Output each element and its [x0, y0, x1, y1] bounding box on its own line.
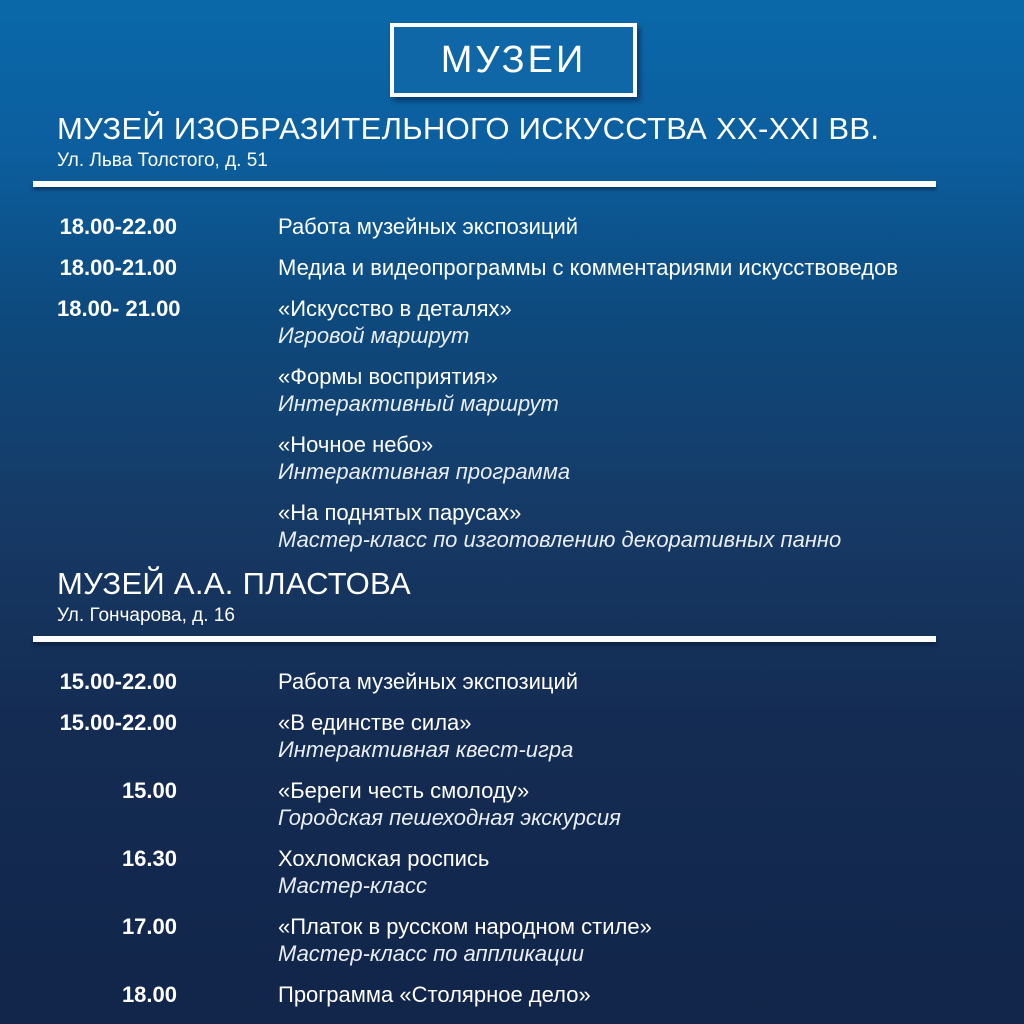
event-title: Работа музейных экспозиций	[278, 214, 579, 239]
event-time: 16.30	[121, 846, 177, 871]
sections-container	[57, 0, 936, 1022]
museum-address: Ул. Гончарова, д. 16	[57, 605, 235, 626]
museum-name: МУЗЕЙ А.А. ПЛАСТОВА	[57, 566, 411, 601]
event-subtitle: Городская пешеходная экскурсия	[278, 805, 621, 830]
schedule-row	[57, 254, 936, 281]
event-subtitle: Мастер-класс по изготовлению декоративных панно	[278, 527, 842, 552]
event-title: «Искусство в деталях»	[278, 296, 512, 321]
schedule-row	[57, 431, 936, 485]
schedule-row	[57, 295, 936, 349]
schedule-row	[57, 363, 936, 417]
event-description	[278, 845, 489, 899]
event-time: 18.00-21.00	[59, 255, 177, 280]
event-list	[57, 668, 936, 1008]
divider-rule	[33, 636, 936, 642]
schedule-row	[57, 981, 936, 1008]
event-subtitle: Мастер-класс по аппликации	[278, 941, 585, 966]
event-title: Работа музейных экспозиций	[278, 669, 579, 694]
event-title: Хохломская роспись	[278, 846, 490, 871]
event-title: «На поднятых парусах»	[278, 500, 522, 525]
schedule-row	[57, 709, 936, 763]
museum-name: МУЗЕЙ ИЗОБРАЗИТЕЛЬНОГО ИСКУССТВА XX-XXI ВВ.	[57, 111, 880, 146]
event-title: «В единстве сила»	[278, 710, 472, 735]
museum-section	[57, 112, 936, 553]
schedule-row	[57, 499, 936, 553]
event-time	[57, 431, 177, 485]
event-description	[278, 777, 621, 831]
event-title: «Формы восприятия»	[278, 364, 499, 389]
event-title: Медиа и видеопрограммы с комментариями искусствоведов	[278, 255, 899, 280]
event-description	[278, 981, 591, 1008]
event-list	[57, 213, 936, 553]
event-subtitle: Игровой маршрут	[278, 323, 470, 348]
event-time: 15.00-22.00	[59, 669, 177, 694]
event-description	[278, 254, 898, 281]
event-description	[278, 363, 559, 417]
schedule-row	[57, 213, 936, 240]
schedule-row	[57, 845, 936, 899]
event-title: Программа «Столярное дело»	[278, 982, 591, 1007]
event-description	[278, 213, 578, 240]
event-description	[278, 499, 841, 553]
event-time	[57, 499, 177, 553]
event-title: «Платок в русском народном стиле»	[278, 914, 652, 939]
event-subtitle: Интерактивная программа	[278, 459, 571, 484]
event-description	[278, 668, 578, 695]
event-time	[57, 363, 177, 417]
event-description	[278, 295, 512, 349]
event-title: «Ночное небо»	[278, 432, 434, 457]
divider-rule	[33, 181, 936, 187]
event-time: 15.00	[121, 778, 177, 803]
poster-title: МУЗЕИ	[440, 38, 587, 81]
event-subtitle: Мастер-класс	[278, 873, 427, 898]
event-time: 18.00-22.00	[59, 214, 177, 239]
museum-section	[57, 567, 936, 1008]
event-time: 18.00	[121, 982, 177, 1007]
schedule-row	[57, 777, 936, 831]
event-time: 18.00- 21.00	[57, 296, 181, 321]
event-description	[278, 431, 570, 485]
event-description	[278, 709, 573, 763]
schedule-row	[57, 668, 936, 695]
schedule-row	[57, 913, 936, 967]
event-subtitle: Интерактивный маршрут	[278, 391, 559, 416]
event-title: «Береги честь смолоду»	[278, 778, 530, 803]
event-time: 15.00-22.00	[59, 710, 177, 735]
event-time: 17.00	[121, 914, 177, 939]
event-description	[278, 913, 652, 967]
event-subtitle: Интерактивная квест-игра	[278, 737, 574, 762]
museum-address: Ул. Льва Толстого, д. 51	[57, 150, 268, 171]
